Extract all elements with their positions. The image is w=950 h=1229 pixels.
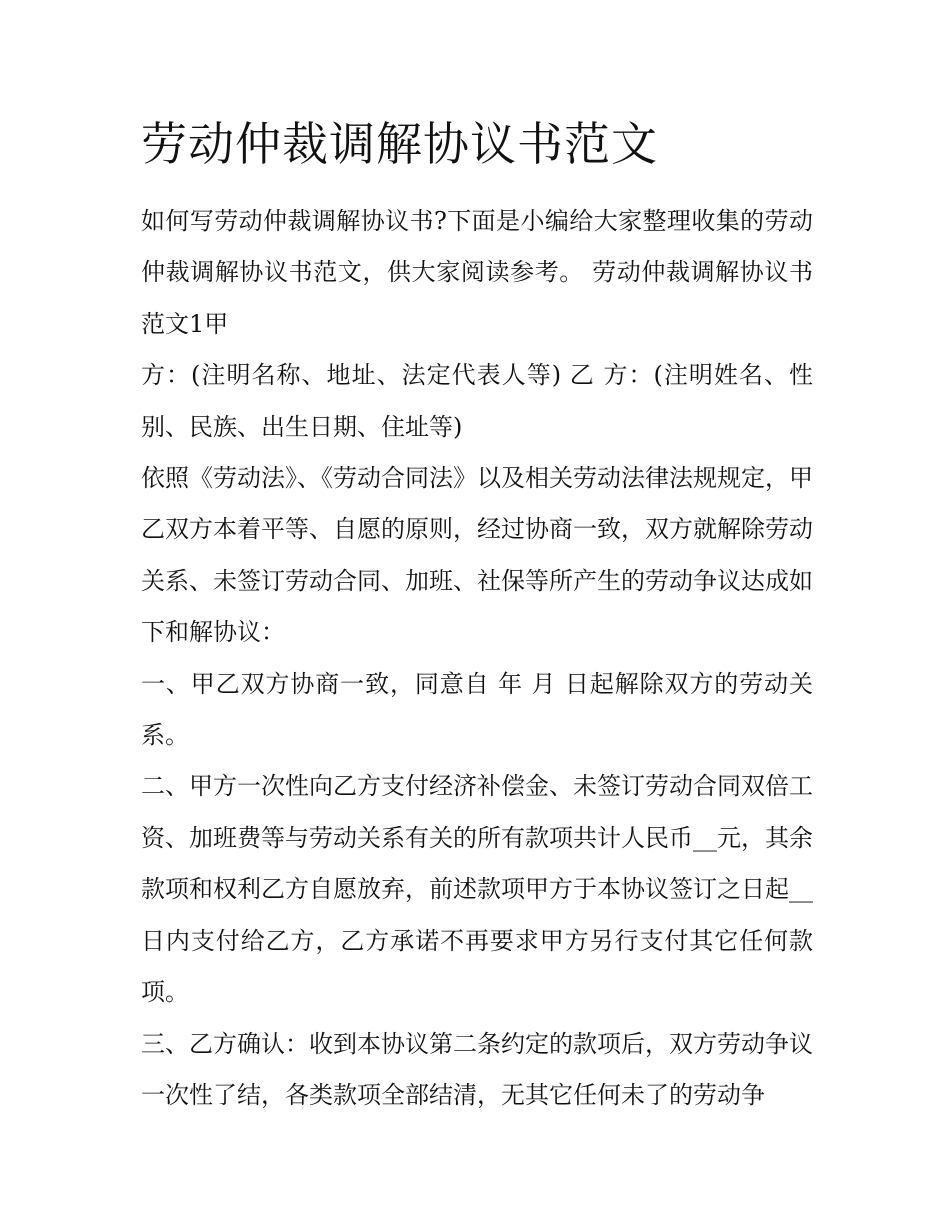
document-page — [141, 112, 813, 1121]
paragraph-parties: 方：(注明名称、地址、法定代表人等) 乙 方：(注明姓名、性别、民族、出生日期、住址等) — [141, 361, 813, 441]
paragraph-clause-3: 三、乙方确认：收到本协议第二条约定的款项后，双方劳动争议一次性了结，各类款项全部结清，无其它任何未了的劳动争 — [141, 1029, 813, 1109]
paragraph-clause-1: 一、甲乙双方协商一致，同意自 年 月 日起解除双方的劳动关系。 — [141, 669, 813, 750]
paragraph-clause-2: 二、甲方一次性向乙方支付经济补偿金、未签订劳动合同双倍工资、加班费等与劳动关系有关的所有款项共计人民币__元，其余款项和权利乙方自愿放弃，前述款项甲方于本协议签订之日起__日内支付给乙方，乙方承诺不再要求甲方另行支付其它任何款项。 — [141, 772, 813, 1007]
paragraph-intro: 如何写劳动仲裁调解协议书?下面是小编给大家整理收集的劳动仲裁调解协议书范文，供大家阅读参考。 劳动仲裁调解协议书范文1甲 — [141, 207, 813, 338]
paragraph-basis: 依照《劳动法》、《劳动合同法》以及相关劳动法律法规规定，甲乙双方本着平等、自愿的原则，经过协商一致，双方就解除劳动关系、未签订劳动合同、加班、社保等所产生的劳动争议达成如下和解协议： — [141, 464, 813, 647]
document-title: 劳动仲裁调解协议书范文 — [141, 117, 658, 171]
